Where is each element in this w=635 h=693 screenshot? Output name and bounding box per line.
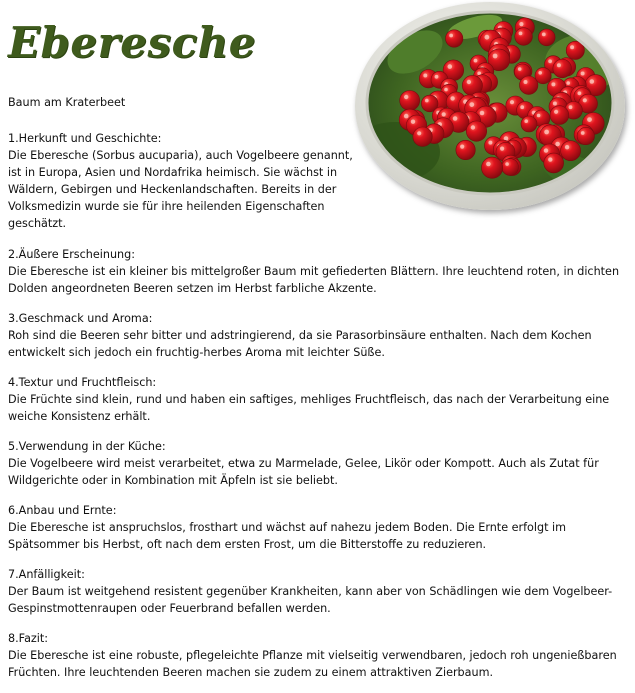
berry-highlight [444,88,448,92]
berry-highlight [519,32,523,36]
section-body: Die Eberesche (Sorbus aucuparia), auch Vogelbeere genannt, ist in Europa, Asien und Nordafrika heimisch. Sie wächst in Wäldern, Gebirgen und Heckenlandschaften. Bereits in der Volksmedizin wurde sie für ihre heilenden Eigenschaften geschätzt. [8,149,353,230]
berry [520,76,538,94]
section-susceptibility [8,566,628,617]
section-heading: 7.Anfälligkeit: [8,568,85,581]
berry-highlight [581,72,585,76]
berry-highlight [404,114,409,119]
section-heading: 3.Geschmack und Aroma: [8,312,153,325]
berry [456,140,475,159]
berry-highlight [566,81,570,85]
subtitle: Baum am Kraterbeet [8,96,126,109]
berry-highlight [448,64,453,69]
berry-highlight [493,54,498,59]
berry-highlight [578,91,582,95]
section-taste [8,310,628,361]
section-body: Die Eberesche ist anspruchslos, frosthart und wächst auf nahezu jedem Boden. Die Ernte erfolgt im Spätsommer bis Herbst, oft nach dem ersten Frost, um die Bitterstoffe zu reduzieren. [8,521,567,551]
berry-highlight [442,112,446,116]
berry-highlight [553,102,557,106]
berry [482,157,503,178]
section-kitchen-use [8,438,628,489]
berry-photo-frame [355,2,625,210]
section-body: Die Früchte sind klein, rund und haben ein saftiges, mehliges Fruchtfleisch, das nach der Verarbeitung eine weiche Konsistenz erhält. [8,393,610,423]
berry [544,153,564,173]
berry-highlight [411,120,415,124]
berry-highlight [518,67,522,71]
berry [553,59,572,78]
berry-highlight [417,131,421,135]
berry-highlight [460,145,464,149]
section-body: Die Vogelbeere wird meist verarbeitet, etwa zu Marmelade, Gelee, Likör oder Kompott. Auch als Zutat für Wildgerichte oder in Kombination mit Äpfeln ist sie beliebt. [8,457,599,487]
berry-highlight [587,117,592,122]
berry-highlight [520,105,524,109]
berry-highlight [544,148,548,152]
section-heading: 5.Verwendung in der Küche: [8,440,166,453]
berry [538,29,555,46]
berry-highlight [570,45,574,49]
berry-highlight [450,96,454,100]
section-body: Roh sind die Beeren sehr bitter und adstringierend, da sie Parasorbinsäure enthalten. Nach dem Kochen entwickelt sich jedoch ein fruchtig-herbes Aroma mit leichter Süße. [8,329,592,359]
berry [561,141,581,161]
berry-highlight [474,59,478,63]
berry-highlight [449,34,453,38]
berry [400,91,420,111]
berry-highlight [542,33,546,37]
section-body: Die Eberesche ist ein kleiner bis mittelgroßer Baum mit gefiederten Blättern. Ihre leuchtend roten, in dichten Dolden angeordneten Beeren setzen im Herbst farbliche Akzente. [8,265,620,295]
berry-highlight [480,111,485,116]
berry-highlight [505,162,509,166]
berry-highlight [548,59,552,63]
section-conclusion [8,630,628,681]
section-appearance [8,246,628,297]
berry-highlight [453,116,458,121]
berry-highlight [488,141,492,145]
berry [521,116,537,132]
berry-highlight [565,145,569,149]
berry-highlight [551,82,555,86]
berry [413,127,432,146]
berry [550,106,569,125]
berry [502,159,519,176]
berry-highlight [500,147,504,151]
berry-highlight [581,131,585,135]
berry-highlight [435,75,439,79]
berry [577,127,594,144]
berry-highlight [590,79,595,84]
berry [535,68,551,84]
berry-highlight [485,35,490,40]
rowan-berries-image [355,2,625,210]
section-body: Die Eberesche ist eine robuste, pflegeleichte Pflanze mit vielseitig verwendbaren, jedoch roh ungenießbaren Früchten. Ihre leuchtenden Beeren machen sie zudem zu einem attraktiven Zierbaum. [8,649,617,679]
berry-highlight [519,22,523,26]
section-body: Der Baum ist weitgehend resistent gegenüber Krankheiten, kann aber von Schädlingen wie dem Vogelbeer-Gespinstmottenraupen oder Feuerbrand befallen werden. [8,585,613,615]
berry [446,30,463,47]
page-title: Eberesche [8,18,256,67]
berry-highlight [425,99,429,103]
section-heading: 1.Herkunft und Geschichte: [8,132,162,145]
section-heading: 4.Textur und Fruchtfleisch: [8,376,157,389]
section-cultivation [8,502,628,553]
berry-highlight [548,157,552,161]
berry-highlight [569,105,573,109]
berry-highlight [510,100,514,104]
berry-highlight [537,114,541,118]
section-heading: 8.Fazit: [8,632,49,645]
berry-highlight [404,95,408,99]
berry-highlight [471,125,475,129]
berry-highlight [544,130,549,135]
berry-highlight [557,63,561,67]
berry [466,121,486,141]
section-origin [8,130,353,232]
berry-highlight [469,102,474,107]
section-texture [8,374,628,425]
berry-highlight [467,80,471,84]
berry-highlight [554,110,558,114]
berry-highlight [486,162,491,167]
berry-highlight [555,142,560,147]
berry-highlight [583,98,587,102]
berry-highlight [524,80,528,84]
section-heading: 6.Anbau und Ernte: [8,504,117,517]
berry-highlight [538,71,542,75]
section-heading: 2.Äußere Erscheinung: [8,248,136,261]
berry-highlight [524,119,528,123]
berry [515,28,533,46]
berry-highlight [423,74,427,78]
